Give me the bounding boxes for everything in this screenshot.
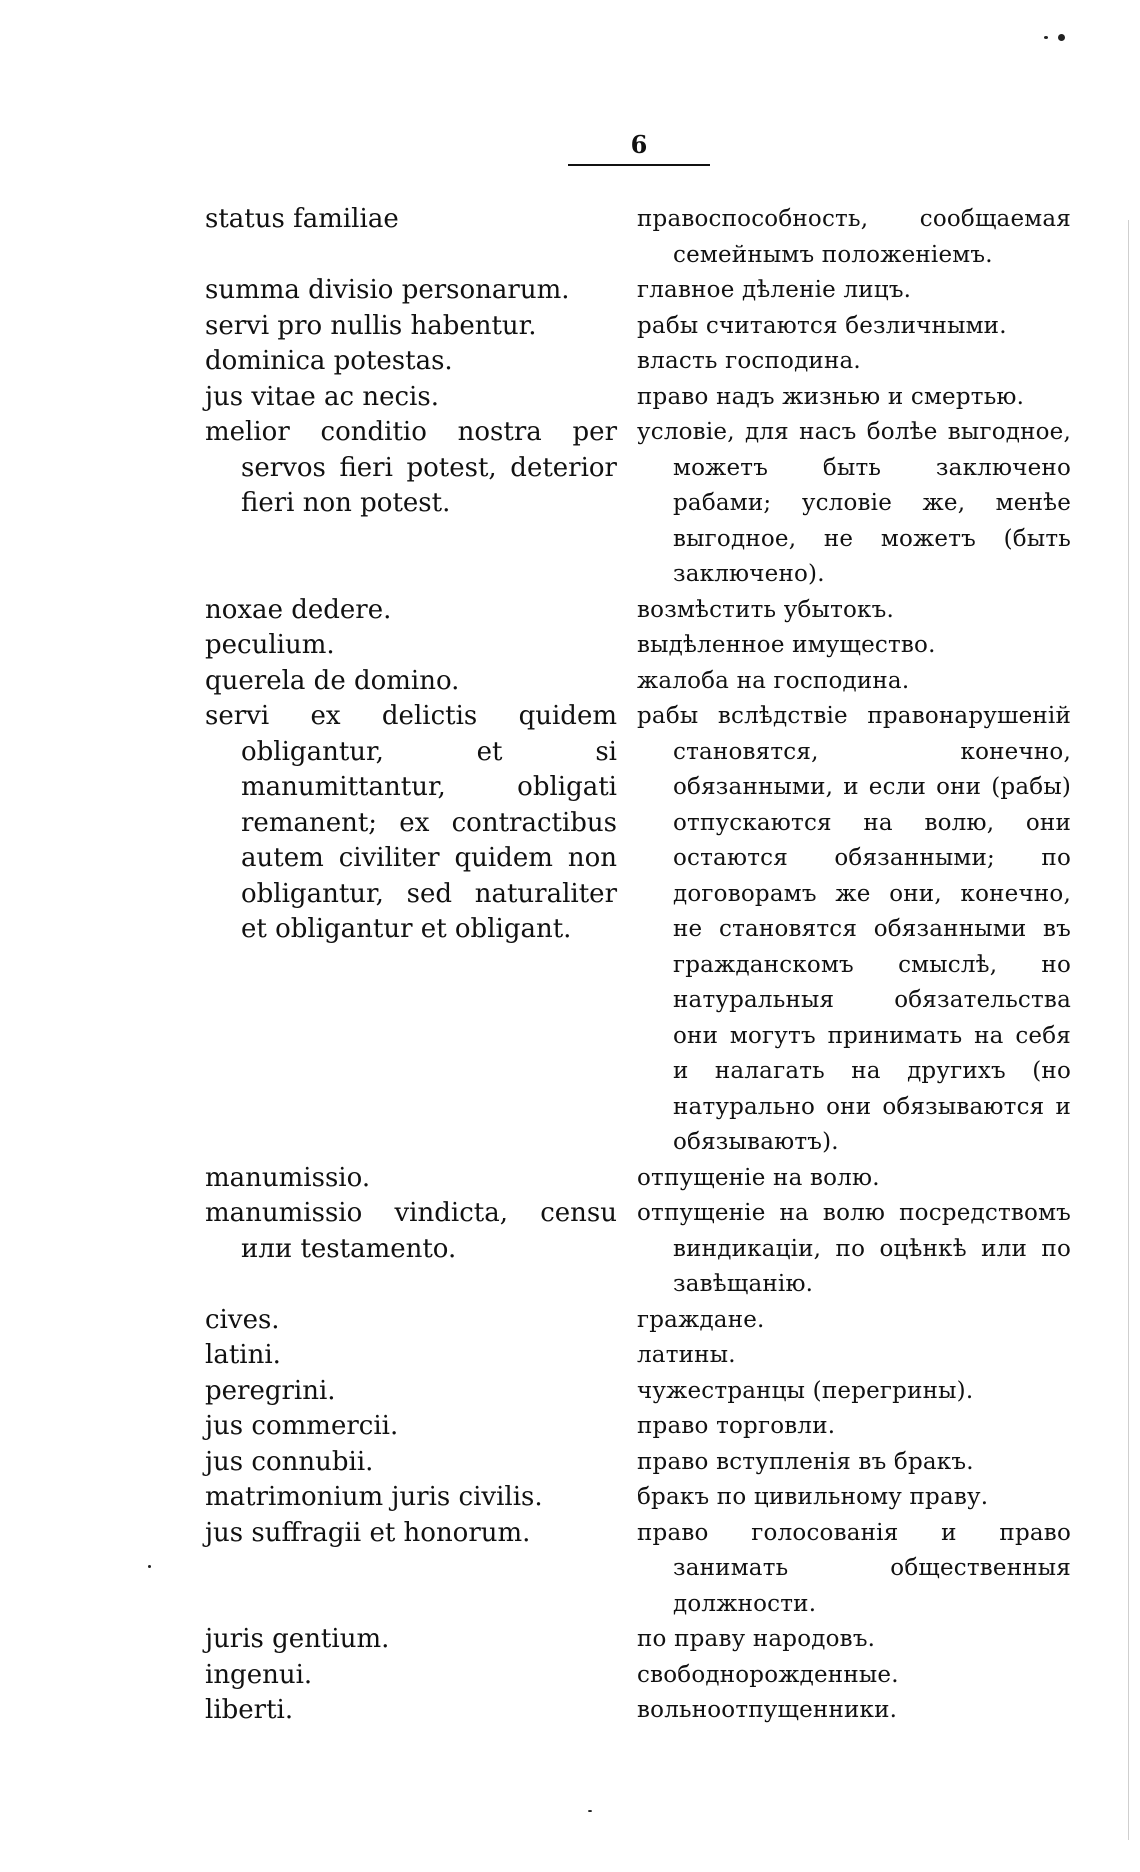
scan-speck <box>1058 34 1065 41</box>
latin-term: peregrini. <box>205 1375 336 1406</box>
latin-term: liberti. <box>205 1695 294 1725</box>
russian-translation: выдѣленное имущество. <box>637 632 936 658</box>
russian-translation: жалоба на господина. <box>637 667 910 694</box>
page-number-rule <box>568 164 710 166</box>
glossary-entry <box>205 593 1075 629</box>
glossary-entry <box>205 1480 1075 1516</box>
latin-term: ingenui. <box>205 1659 313 1690</box>
latin-term: jus vitae ac necis. <box>205 381 439 412</box>
russian-translation: право вступленія въ бракъ. <box>637 1448 974 1475</box>
russian-translation: латины. <box>637 1342 736 1368</box>
scan-speck <box>1044 36 1048 39</box>
glossary-entry <box>205 309 1075 345</box>
russian-translation: власть господина. <box>637 348 861 374</box>
latin-term: querela de domino. <box>205 665 460 696</box>
glossary-entry <box>205 344 1075 380</box>
page-number: 6 <box>630 130 648 159</box>
russian-translation: отпущеніе на волю посредствомъ виндикаціи, по оцѣнкѣ или по завѣщанію. <box>637 1200 1071 1297</box>
latin-term: jus suffragii et honorum. <box>205 1517 531 1548</box>
glossary-entry <box>205 380 1075 416</box>
latin-term: summa divisio personarum. <box>205 275 570 305</box>
latin-term: servi ex delictis quidem obligantur, et si manumittantur, obligati remanent; ex contractibus autem civiliter quidem non obligantur, sed naturaliter et obligantur et obligant. <box>205 701 617 944</box>
glossary-entry <box>205 1409 1075 1445</box>
latin-term: melior conditio nostra per servos fieri potest, deterior fieri non potest. <box>205 417 617 518</box>
russian-translation: бракъ по цивильному праву. <box>637 1484 989 1510</box>
russian-translation: по праву народовъ. <box>637 1626 876 1652</box>
russian-translation: возмѣстить убытокъ. <box>637 596 894 623</box>
russian-translation: рабы вслѣдствіе правонарушеній становятся, конечно, обязанными, и если они (рабы) отпускаются на волю, они остаются обязанными; по договорамъ же они, конечно, не становятся обязанными въ гражданскомъ смыслѣ, но натуральныя обязательства они могутъ принимать на себя и налагать на другихъ (но натурально они обязываются и обязываютъ). <box>637 703 1071 1155</box>
latin-term: noxae dedere. <box>205 594 392 625</box>
glossary-entry <box>205 628 1075 664</box>
latin-term: juris gentium. <box>205 1624 390 1654</box>
glossary-entry <box>205 1693 1075 1729</box>
glossary-entry <box>205 664 1075 700</box>
latin-term: jus commercii. <box>205 1411 399 1441</box>
glossary-entry <box>205 1445 1075 1481</box>
latin-term: jus connubii. <box>205 1446 374 1477</box>
scan-speck <box>588 1810 592 1812</box>
latin-term: manumissio vindicta, censu или testamento. <box>205 1198 617 1264</box>
russian-translation: свободнорожденные. <box>637 1661 899 1688</box>
glossary-entry <box>205 1374 1075 1410</box>
latin-term: dominica potestas. <box>205 346 453 376</box>
latin-term: matrimonium juris civilis. <box>205 1482 543 1512</box>
russian-translation: правоспособность, сообщаемая семейнымъ положеніемъ. <box>637 206 1071 268</box>
russian-translation: условіе, для насъ болѣе выгодное, можетъ быть заключено рабами; условіе же, менѣе выгодное, не можетъ (быть заключено). <box>637 419 1071 587</box>
glossary-entry <box>205 1622 1075 1658</box>
latin-term: servi pro nullis habentur. <box>205 310 537 341</box>
glossary-entry <box>205 1338 1075 1374</box>
glossary-entry <box>205 1516 1075 1623</box>
russian-translation: право надъ жизнью и смертью. <box>637 383 1025 410</box>
glossary-entry <box>205 699 1075 1161</box>
russian-translation: вольноотпущенники. <box>637 1697 898 1723</box>
glossary-entry <box>205 202 1075 273</box>
glossary-entry <box>205 415 1075 593</box>
glossary-entry <box>205 1161 1075 1197</box>
russian-translation: чужестранцы (перегрины). <box>637 1377 974 1404</box>
latin-term: cives. <box>205 1304 280 1335</box>
glossary-entry <box>205 1303 1075 1339</box>
russian-translation: право голосованія и право занимать общественныя должности. <box>637 1519 1071 1617</box>
russian-translation: отпущеніе на волю. <box>637 1164 880 1191</box>
russian-translation: главное дѣленіе лицъ. <box>637 277 912 303</box>
page-edge-line <box>1128 220 1129 1840</box>
latin-term: latini. <box>205 1340 281 1370</box>
russian-translation: рабы считаются безличными. <box>637 312 1007 339</box>
latin-term: status familiae <box>205 204 399 234</box>
glossary-entry <box>205 1658 1075 1694</box>
glossary-entry <box>205 273 1075 309</box>
russian-translation: граждане. <box>637 1306 765 1333</box>
page-number-block <box>568 130 710 166</box>
latin-term: manumissio. <box>205 1162 371 1193</box>
scan-speck <box>148 1565 151 1568</box>
glossary-entry <box>205 1196 1075 1303</box>
glossary-table <box>205 202 1075 1729</box>
russian-translation: право торговли. <box>637 1413 836 1439</box>
latin-term: peculium. <box>205 630 335 660</box>
